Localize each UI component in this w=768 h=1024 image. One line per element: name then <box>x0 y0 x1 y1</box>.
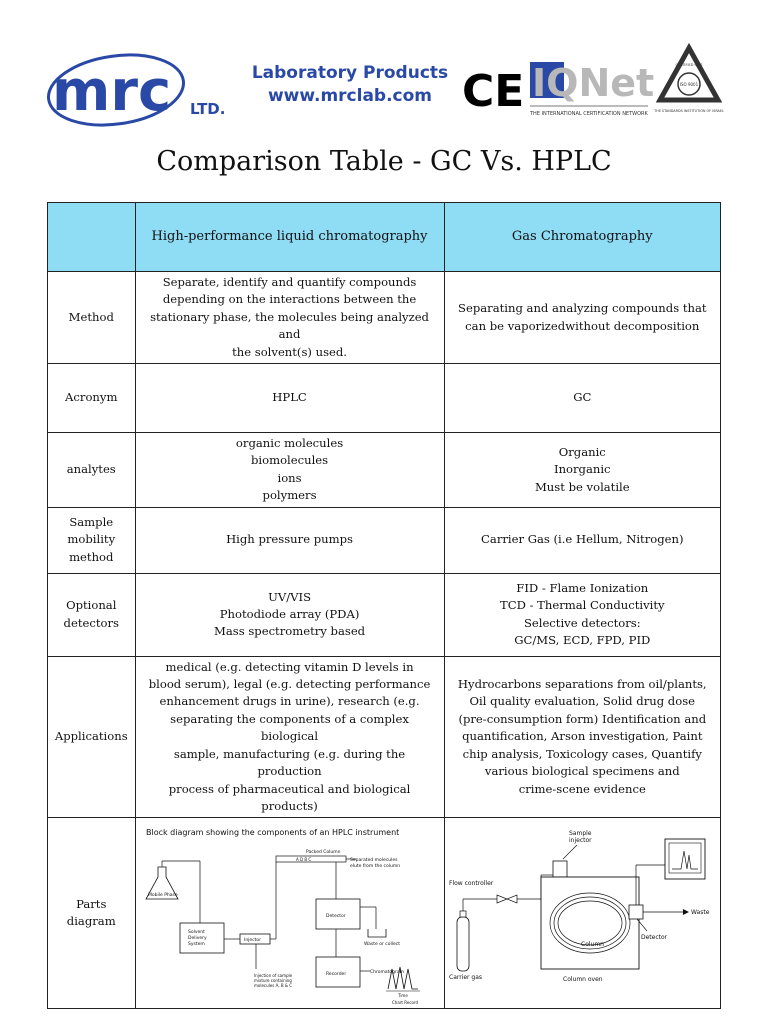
page-title: Comparison Table - GC Vs. HPLC <box>156 146 612 177</box>
hplc-cell <box>135 507 444 573</box>
comparison-table <box>47 202 721 1009</box>
text-line: organic molecules <box>235 436 344 451</box>
detector-label: Detector <box>325 914 346 920</box>
hplc-diagram-cell <box>135 818 444 1009</box>
column-marks: A D B C <box>295 857 311 863</box>
text-line: GC <box>573 390 592 405</box>
text-line: (pre-consumption form) Identification and <box>458 711 707 726</box>
injector-label: Injector <box>243 938 261 944</box>
text-line: GC/MS, ECD, FPD, PID <box>514 633 651 648</box>
table-row <box>48 433 721 508</box>
text-line: FID - Flame Ionization <box>516 580 649 595</box>
recorder-label: Recorder <box>325 972 346 978</box>
company-info <box>240 62 460 108</box>
text-line: chip analysis, Toxicology cases, Quantify <box>462 746 702 761</box>
sample-injector-label-1: Sample <box>568 830 592 838</box>
gc-detector-label: Detector <box>640 934 667 942</box>
text-line: Mass spectrometry based <box>213 624 366 639</box>
header-cell-gc: Gas Chromatography <box>444 203 720 272</box>
text-line: stationary phase, the molecules being analyzed and <box>150 309 429 342</box>
gc-cell <box>444 433 720 508</box>
text-line: Carrier Gas (i.e Hellum, Nitrogen) <box>481 532 684 547</box>
chromatogram-label: Chromatogram <box>369 970 404 976</box>
injection-label-3: molecules A, B & C <box>253 983 292 989</box>
carrier-gas-cylinder-icon <box>457 917 469 971</box>
text-line: detectors <box>63 615 119 630</box>
table-row <box>48 364 721 433</box>
page-header <box>0 40 768 130</box>
iqnet-caption: THE INTERNATIONAL CERTIFICATION NETWORK <box>530 111 648 117</box>
table-row <box>48 573 721 656</box>
logo-text: mrc <box>52 59 172 124</box>
flow-controller-label: Flow controller <box>448 880 493 888</box>
text-line: Acronym <box>65 390 118 405</box>
gc-diagram-cell <box>444 818 720 1009</box>
table-row-diagram <box>48 818 721 1009</box>
gc-cell <box>444 272 720 364</box>
waste-beaker-icon <box>368 929 386 937</box>
sample-injector-icon <box>553 861 567 877</box>
hplc-block-diagram <box>136 819 426 1007</box>
text-line: UV/VIS <box>268 589 312 604</box>
text-line: blood serum), legal (e.g. detecting performance <box>148 677 431 692</box>
text-line: can be vaporizedwithout decomposition <box>465 318 700 333</box>
row-label <box>48 364 136 433</box>
text-line: Method <box>68 309 114 324</box>
cert-top: CERTIFIED QMS <box>675 63 703 67</box>
text-line: Selective detectors: <box>523 615 641 630</box>
table-row <box>48 272 721 364</box>
text-line: medical (e.g. detecting vitamin D levels in <box>165 659 414 674</box>
solvent-delivery-label-2: Delivery <box>187 936 207 942</box>
table-row <box>48 507 721 573</box>
solvent-delivery-label-1: Solvent <box>187 930 205 936</box>
header-cell-empty <box>48 203 136 272</box>
text-line: Oil quality evaluation, Solid drug dose <box>469 694 696 709</box>
text-line: Parts <box>76 896 107 911</box>
row-label <box>48 818 136 1009</box>
hplc-cell <box>135 364 444 433</box>
website-link[interactable]: www.mrclab.com <box>267 86 433 106</box>
table-header-row <box>48 203 721 272</box>
text-line: Inorganic <box>553 462 611 477</box>
mrc-logo <box>44 48 244 130</box>
text-line: process of pharmaceutical and biological products) <box>168 781 411 813</box>
text-line: biomolecules <box>250 453 329 468</box>
header-cell-hplc: High-performance liquid chromatography <box>135 203 444 272</box>
text-line: Must be volatile <box>534 479 630 494</box>
hplc-cell <box>135 573 444 656</box>
iqnet-text: IQNet <box>532 61 655 105</box>
cert-iso: ISO 9001 <box>679 82 699 87</box>
solvent-delivery-label-3: System <box>187 942 205 948</box>
text-line: depending on the interactions between the <box>162 292 417 307</box>
detector-icon <box>629 905 643 919</box>
text-line: Separate, identify and quantify compounds <box>162 275 417 289</box>
sample-injector-label-2: injector <box>568 837 592 845</box>
text-line: various biological specimens and <box>484 764 680 779</box>
text-line: Applications <box>54 729 128 744</box>
text-line: the solvent(s) used. <box>232 344 347 359</box>
text-line: method <box>69 549 114 564</box>
column-label: Column <box>580 941 604 949</box>
valve-icon <box>497 895 507 903</box>
text-line: Photodiode array (PDA) <box>219 606 360 621</box>
text-line: analytes <box>66 462 116 477</box>
carrier-gas-label: Carrier gas <box>448 974 482 982</box>
text-line: enhancement drugs in urine), research (e.g. <box>159 694 420 709</box>
injection-label-2: mixture containing <box>253 978 292 984</box>
mobile-phase-label: Mobile Phase <box>147 893 178 899</box>
row-label <box>48 573 136 656</box>
cert-caption: THE STANDARDS INSTITUTION OF ISRAEL <box>654 109 724 113</box>
text-line: ions <box>277 470 302 485</box>
text-line: separating the components of a complex biological <box>170 711 409 744</box>
iqnet-logo <box>528 60 655 122</box>
waste-label: Waste or collect <box>363 942 400 948</box>
text-line: polymers <box>262 488 317 503</box>
gc-schematic-diagram <box>445 819 715 1007</box>
time-label: Time <box>397 993 408 999</box>
gc-waste-label: Waste <box>690 909 709 917</box>
chart-record-label: Chart Record <box>391 1000 418 1006</box>
text-line: High pressure pumps <box>226 532 353 547</box>
gc-cell <box>444 573 720 656</box>
text-line: Hydrocarbons separations from oil/plants, <box>457 677 707 692</box>
gc-cell <box>444 656 720 818</box>
ce-mark-icon <box>462 64 525 117</box>
packed-column-label: Packed Column <box>305 850 340 856</box>
text-line: HPLC <box>272 390 307 405</box>
text-line: Separating and analyzing compounds that <box>458 301 707 316</box>
text-line: diagram <box>66 914 116 929</box>
hplc-cell <box>135 433 444 508</box>
row-label <box>48 656 136 818</box>
separated-label: Separated molecules <box>349 858 398 864</box>
injection-label-1: Injection of sample <box>253 973 292 979</box>
hplc-cell <box>135 272 444 364</box>
gc-cell <box>444 507 720 573</box>
text-line: Sample <box>69 515 114 530</box>
text-line: mobility <box>67 532 116 547</box>
row-label <box>48 433 136 508</box>
logo-suffix: LTD. <box>190 100 226 118</box>
row-label <box>48 507 136 573</box>
text-line: TCD - Thermal Conductivity <box>499 598 665 613</box>
text-line: crime-scene evidence <box>518 781 646 796</box>
column-oven-box <box>541 877 639 969</box>
text-line: Organic <box>558 444 606 459</box>
text-line: sample, manufacturing (e.g. during the production <box>173 746 406 779</box>
row-label <box>48 272 136 364</box>
hplc-diagram-caption: Block diagram showing the components of an HPLC instrument <box>145 828 399 838</box>
tagline: Laboratory Products <box>251 63 449 83</box>
certification-badge-icon <box>654 46 724 120</box>
gc-cell <box>444 364 720 433</box>
column-oven-label: Column oven <box>562 976 603 984</box>
table-row <box>48 656 721 818</box>
text-line: Optional <box>66 598 117 613</box>
text-line: quantification, Arson investigation, Paint <box>462 729 703 744</box>
separated-label-2: elute from the column <box>349 864 400 870</box>
ce-text: CE <box>462 66 525 117</box>
hplc-cell <box>135 656 444 818</box>
